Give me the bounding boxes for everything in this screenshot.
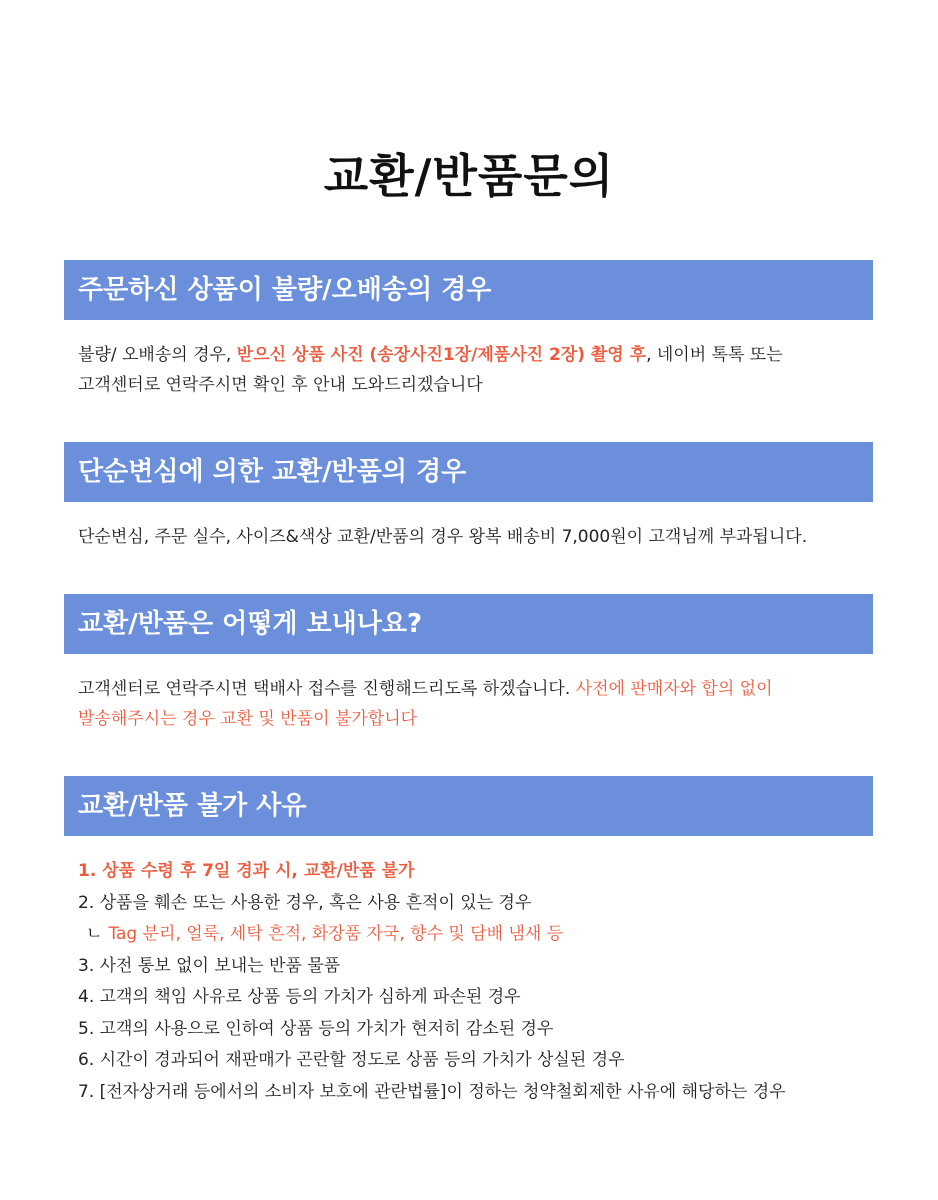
section-heading-change-of-mind: 단순변심에 의한 교환/반품의 경우 <box>64 442 873 502</box>
section-body-how-to-send <box>78 674 878 734</box>
list-item: 3. 사전 통보 없이 보내는 반품 물품 <box>78 955 341 976</box>
defect-highlight: 받으신 상품 사진 (송장사진1장/제품사진 2장) 촬영 후 <box>236 345 647 365</box>
sub-item-text: Tag 분리, 얼룩, 세탁 흔적, 화장품 자국, 향수 및 담배 냄새 등 <box>108 924 564 944</box>
send-highlight-a: 사전에 판매자와 합의 없이 <box>575 679 773 699</box>
list-item: 4. 고객의 책임 사유로 상품 등의 가치가 심하게 파손된 경우 <box>78 987 521 1007</box>
not-allowed-list <box>78 856 878 1108</box>
send-line-1 <box>78 674 878 704</box>
defect-line-1 <box>78 340 878 370</box>
page-title: 교환/반품문의 <box>323 149 615 203</box>
send-text-a: 고객센터로 연락주시면 택배사 접수를 진행해드리도록 하겠습니다. <box>78 679 576 699</box>
section-heading-defect: 주문하신 상품이 불량/오배송의 경우 <box>64 260 873 320</box>
list-item: 1. 상품 수령 후 7일 경과 시, 교환/반품 불가 <box>78 861 415 881</box>
list-item: 7. [전자상거래 등에서의 소비자 보호에 관란법률]이 정하는 청약철회제한 사유에 해당하는 경우 <box>78 1081 786 1102</box>
send-line-2: 발송해주시는 경우 교환 및 반품이 불가합니다 <box>78 709 418 729</box>
section-heading-not-allowed: 교환/반품 불가 사유 <box>64 776 873 836</box>
sub-item-marker: ㄴ <box>86 924 103 944</box>
list-sub-item <box>78 919 878 951</box>
defect-text-b: , 네이버 톡톡 또는 <box>646 345 783 365</box>
list-item: 5. 고객의 사용으로 인하여 상품 등의 가치가 현저히 감소된 경우 <box>78 1018 554 1039</box>
defect-line-2: 고객센터로 연락주시면 확인 후 안내 도와드리겠습니다 <box>78 375 483 395</box>
section-body-defect <box>78 340 878 400</box>
list-item: 2. 상품을 훼손 또는 사용한 경우, 혹은 사용 흔적이 있는 경우 <box>78 892 532 913</box>
list-item: 6. 시간이 경과되어 재판매가 곤란할 정도로 상품 등의 가치가 상실된 경우 <box>78 1050 625 1070</box>
defect-text-a: 불량/ 오배송의 경우, <box>78 345 237 365</box>
section-body-change-of-mind: 단순변심, 주문 실수, 사이즈&색상 교환/반품의 경우 왕복 배송비 7,000원이 고객님께 부과됩니다. <box>78 527 808 547</box>
section-heading-how-to-send: 교환/반품은 어떻게 보내나요? <box>64 594 873 654</box>
